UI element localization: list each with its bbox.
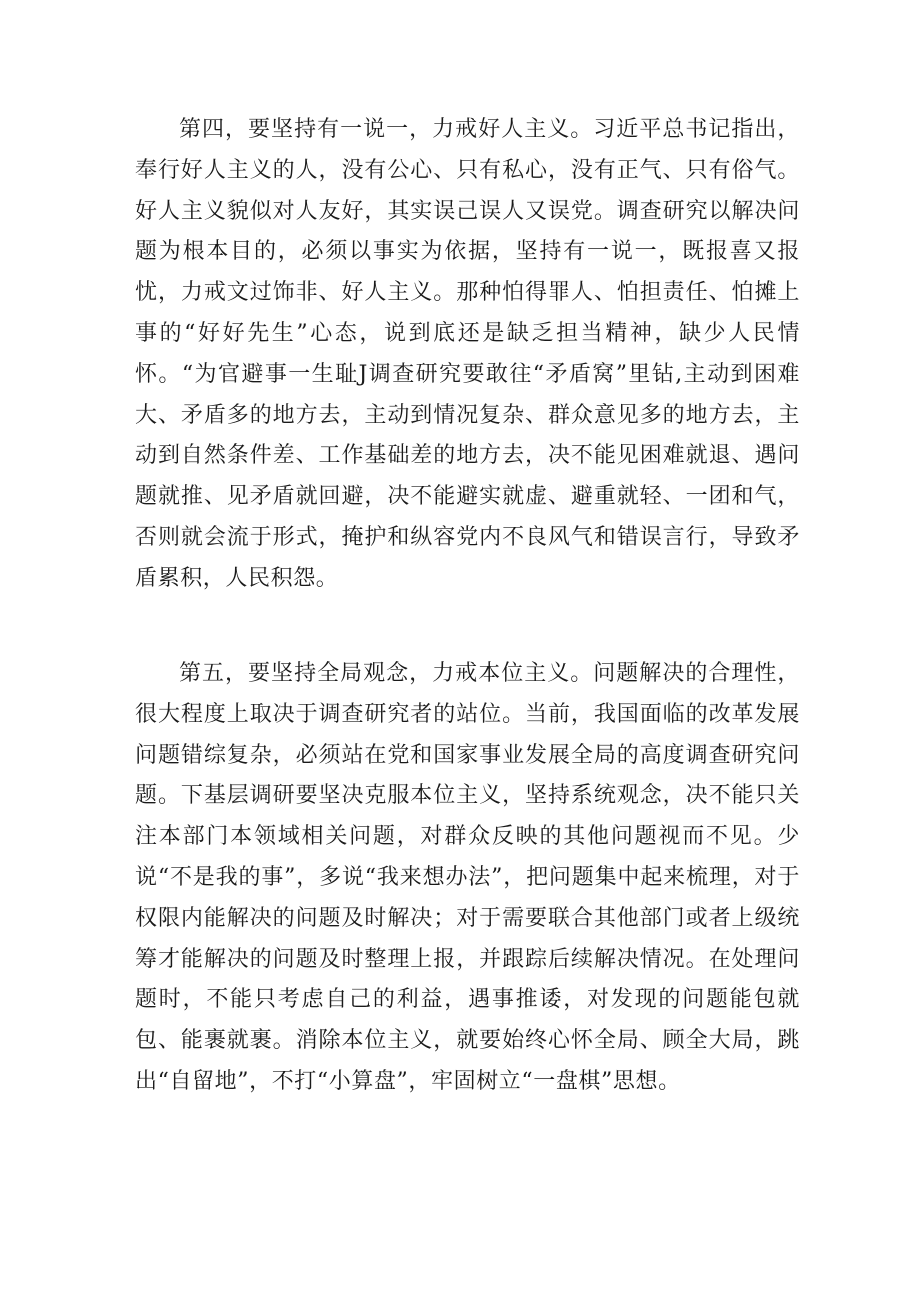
paragraph-fifth-point: 第五，要坚持全局观念，力戒本位主义。问题解决的合理性，很大程度上取决于调查研究者的站位。当前，我国面临的改革发展问题错综复杂，必须站在党和国家事业发展全局的高度调查研究问题。下基层调研要坚决克服本位主义，坚持系统观念，决不能只关注本部门本领域相关问题，对群众反映的其他问题视而不见。少说“不是我的事”，多说“我来想办法”，把问题集中起来梳理，对于权限内能解决的问题及时解决；对于需要联合其他部门或者上级统筹才能解决的问题及时整理上报，并跟踪后续解决情况。在处理问题时，不能只考虑自己的利益，遇事推诿，对发现的问题能包就包、能裹就裹。消除本位主义，就要始终心怀全局、顾全大局，跳出“自留地”，不打“小算盘”，牢固树立“一盘棋”思想。 bbox=[135, 661, 800, 1094]
paragraph-fourth-point: 第四，要坚持有一说一，力戒好人主义。习近平总书记指出，奉行好人主义的人，没有公心、只有私心，没有正气、只有俗气。好人主义貌似对人友好，其实误己误人又误党。调查研究以解决问题为根本目的，必须以事实为依据，坚持有一说一，既报喜又报忧，力戒文过饰非、好人主义。那种怕得罪人、怕担责任、怕摊上事的“好好先生”心态，说到底还是缺乏担当精神，缺少人民情怀。“为官避事一生耻J调查研究要敢往“矛盾窝”里钻,主动到困难大、矛盾多的地方去，主动到情况复杂、群众意见多的地方去，主动到自然条件差、工作基础差的地方去，决不能见困难就退、遇问题就推、见矛盾就回避，决不能避实就虚、避重就轻、一团和气，否则就会流于形式，掩护和纵容党内不良风气和错误言行，导致矛盾累积，人民积怨。 bbox=[135, 117, 800, 591]
